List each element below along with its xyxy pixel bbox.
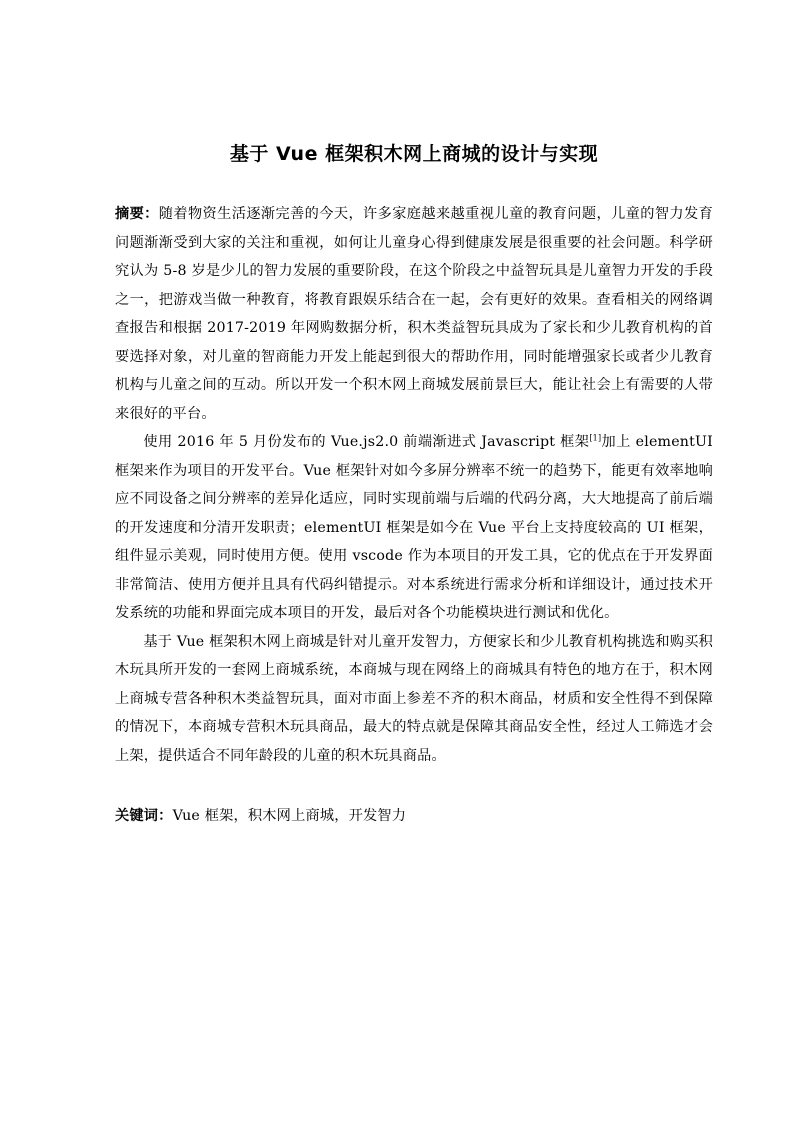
document-page [115, 140, 713, 831]
document-title: 基于 Vue 框架积木网上商城的设计与实现 [229, 143, 599, 165]
abstract-text-2a: 使用 2016 年 5 月份发布的 Vue.js2.0 前端渐进式 Javascript 框架 [143, 434, 590, 450]
abstract-paragraph-1 [115, 200, 713, 428]
keywords-line [115, 802, 713, 831]
abstract-text-2b: 加上 elementUI 框架来作为项目的开发平台。Vue 框架针对如今多屏分辨率不统一的趋势下，能更有效率地响应不同设备之间分辨率的差异化适应，同时实现前端与后端的代码分离，大大地提高了前后端的开发速度和分清开发职责；elementUI 框架是如今在 Vue 平台上支持度较高的 UI 框架，组件显示美观，同时使用方便。使用 vscode 作为本项目的开发工具，它的优点在于开发界面非常简洁、使用方便并且具有代码纠错提示。对本系统进行需求分析和详细设计，通过技术开发系统的功能和界面完成本项目的开发，最后对各个功能模块进行测试和优化。 [115, 434, 713, 621]
keywords-label: 关键词： [115, 808, 173, 824]
citation-reference: [1] [589, 433, 602, 443]
abstract-text-1: 随着物资生活逐渐完善的今天，许多家庭越来越重视儿童的教育问题，儿童的智力发育问题渐渐受到大家的关注和重视，如何让儿童身心得到健康发展是很重要的社会问题。科学研究认为 5-8 岁是少儿的智力发展的重要阶段，在这个阶段之中益智玩具是儿童智力开发的手段之一，把游戏当做一种教育，将教育跟娱乐结合在一起，会有更好的效果。查看相关的网络调查报告和根据 2017-2019 年网购数据分析，积木类益智玩具成为了家长和少儿教育机构的首要选择对象，对儿童的智商能力开发上能起到很大的帮助作用，同时能增强家长或者少儿教育机构与儿童之间的互动。所以开发一个积木网上商城发展前景巨大，能让社会上有需要的人带来很好的平台。 [115, 206, 713, 422]
abstract-paragraph-2 [115, 428, 713, 628]
keywords-text: Vue 框架，积木网上商城，开发智力 [172, 808, 407, 824]
abstract-label: 摘要： [115, 206, 159, 222]
abstract-paragraph-3: 基于 Vue 框架积木网上商城是针对儿童开发智力，方便家长和少儿教育机构挑选和购买积木玩具所开发的一套网上商城系统，本商城与现在网络上的商城具有特色的地方在于，积木网上商城专营各种积木类益智玩具，面对市面上参差不齐的积木商品，材质和安全性得不到保障的情况下，本商城专营积木玩具商品，最大的特点就是保障其商品安全性，经过人工筛选才会上架，提供适合不同年龄段的儿童的积木玩具商品。 [115, 633, 713, 764]
